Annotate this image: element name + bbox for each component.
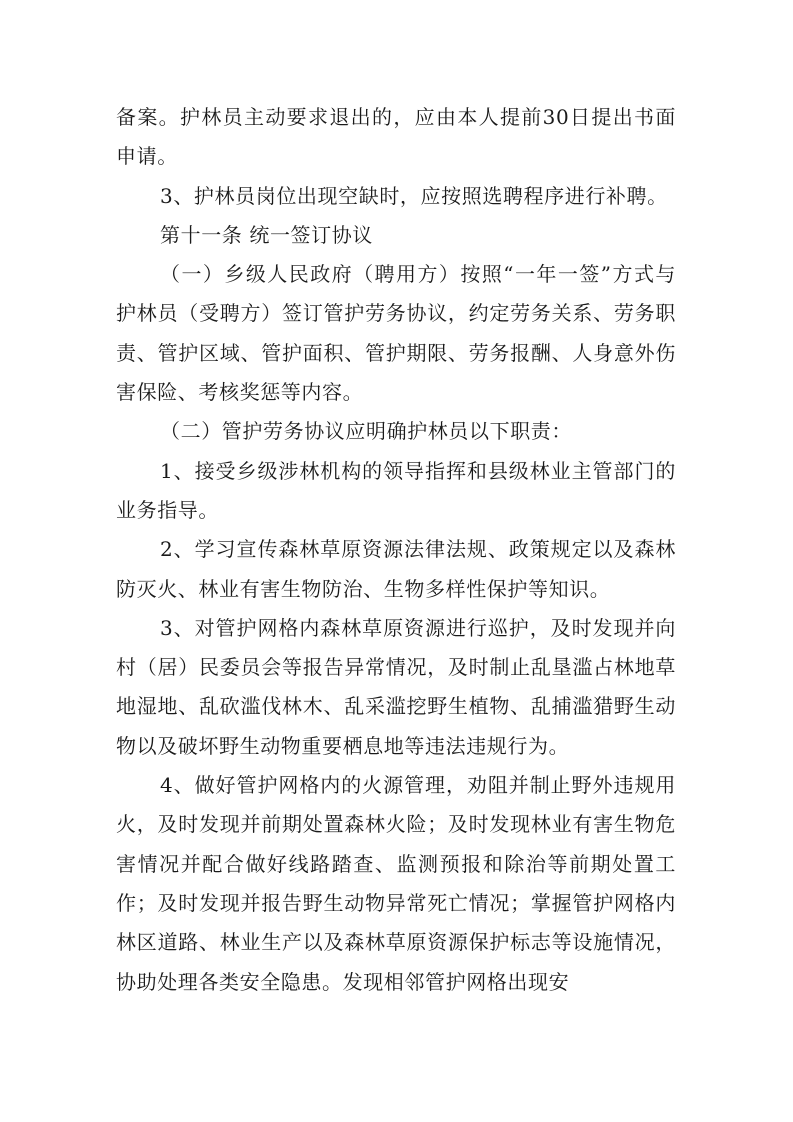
document-page bbox=[116, 98, 676, 1002]
paragraph-section-1-agreement: （一）乡级人民政府（聘用方）按照“一年一签”方式与护林员（受聘方）签订管护劳务协议，约定劳务关系、劳务职责、管护区域、管护面积、管护期限、劳务报酬、人身意外伤害保险、考核奖惩等内容。 bbox=[116, 262, 676, 405]
paragraph-duty-1: 1、接受乡级涉林机构的领导指挥和县级林业主管部门的业务指导。 bbox=[116, 458, 676, 522]
paragraph-duty-4: 4、做好管护网格内的火源管理，劝阻并制止野外违规用火，及时发现并前期处置森林火险；及时发现林业有害生物危害情况并配合做好线路踏查、监测预报和除治等前期处置工作；及时发现并报告野生动物异常死亡情况；掌握管护网格内林区道路、林业生产以及森林草原资源保护标志等设施情况，协助处理各类安全隐患。发现相邻管护网格出现安 bbox=[116, 773, 676, 994]
paragraph-item-3-vacancy: 3、护林员岗位出现空缺时，应按照选聘程序进行补聘。 bbox=[160, 183, 668, 208]
paragraph-continuation: 备案。护林员主动要求退出的，应由本人提前30日提出书面申请。 bbox=[116, 105, 676, 169]
paragraph-duty-2: 2、学习宣传森林草原资源法律法规、政策规定以及森林防灭火、林业有害生物防治、生物多样性保护等知识。 bbox=[116, 537, 676, 601]
article-heading: 第十一条 统一签订协议 bbox=[160, 222, 373, 247]
paragraph-section-2-duties: （二）管护劳务协议应明确护林员以下职责： bbox=[160, 419, 572, 444]
paragraph-duty-3: 3、对管护网格内森林草原资源进行巡护，及时发现并向村（居）民委员会等报告异常情况，及时制止乱垦滥占林地草地湿地、乱砍滥伐林木、乱采滥挖野生植物、乱捕滥猎野生动物以及破坏野生动物重要栖息地等违法违规行为。 bbox=[116, 615, 676, 758]
